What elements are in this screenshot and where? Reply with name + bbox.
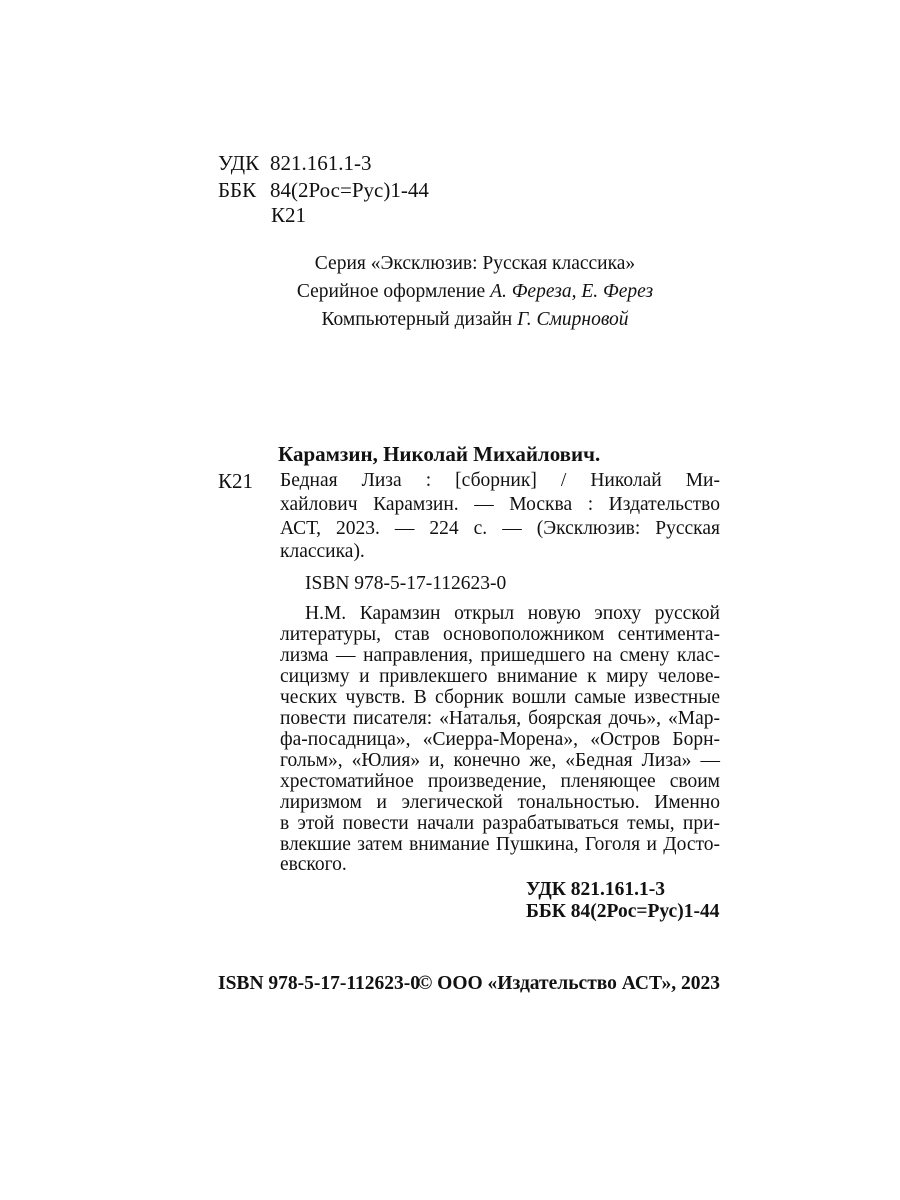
annotation-line: лиризмом и элегической тональностью. Именно [280, 792, 720, 813]
author-mark-header: К21 [271, 203, 307, 227]
udk-label: УДК [218, 151, 260, 175]
description-line: классика). [280, 541, 365, 562]
layout-line [230, 306, 720, 334]
annotation-line: повести писателя: «Наталья, боярская дочь», «Мар- [280, 708, 720, 729]
bbk-header-line [218, 177, 429, 203]
description-line: АСТ, 2023. — 224 с. — (Эксклюзив: Русская [280, 518, 720, 539]
annotation-line: Н.М. Карамзин открыл новую эпоху русской [305, 603, 720, 624]
description-line: Бедная Лиза : [сборник] / Николай Ми- [280, 470, 720, 491]
series-line: Серия «Эксклюзив: Русская классика» [314, 253, 636, 274]
author-heading: Карамзин, Николай Михайлович. [278, 442, 601, 466]
layout-name: Г. Смирновой [517, 309, 629, 330]
annotation-line: литературы, став основоположником сентимента- [280, 624, 720, 645]
design-line [230, 278, 720, 306]
layout-prefix: Компьютерный дизайн [321, 309, 518, 330]
footer-isbn: ISBN 978-5-17-112623-0 [218, 973, 421, 994]
bbk-value: 84(2Рос=Рус)1-44 [270, 178, 429, 202]
copyright: © ООО «Издательство АСТ», 2023 [417, 973, 720, 994]
bbk-label: ББК [218, 178, 257, 202]
annotation-line: гольм», «Юлия» и, конечно же, «Бедная Лиза» — [280, 750, 720, 771]
design-prefix: Серийное оформление [296, 281, 491, 302]
annotation-line: сицизму и привлекшего внимание к миру челове- [280, 666, 720, 687]
bbk-index: ББК 84(2Рос=Рус)1-44 [526, 901, 720, 922]
annotation-line: влекшие затем внимание Пушкина, Гоголя и Досто- [280, 834, 720, 855]
udk-value: 821.161.1-3 [270, 151, 372, 175]
isbn: ISBN 978-5-17-112623-0 [305, 573, 507, 594]
udk-header-line [218, 150, 372, 176]
annotation-line: евского. [280, 854, 347, 875]
author-mark: К21 [218, 469, 254, 493]
annotation-line: лизма — направления, пришедшего на смену клас- [280, 645, 720, 666]
annotation-line: хрестоматийное произведение, пленяющее своим [280, 771, 720, 792]
udk-index: УДК 821.161.1-3 [526, 879, 666, 900]
credits-block [230, 250, 720, 334]
annotation-line: в этой повести начали разрабатываться темы, при- [280, 813, 720, 834]
description-line: хайлович Карамзин. — Москва : Издательство [280, 494, 720, 515]
annotation-line: фа-посадница», «Сиерра-Морена», «Остров Борн- [280, 729, 720, 750]
design-names: А. Фереза, Е. Ферез [490, 281, 654, 302]
annotation-line: ческих чувств. В сборник вошли самые известные [280, 687, 720, 708]
